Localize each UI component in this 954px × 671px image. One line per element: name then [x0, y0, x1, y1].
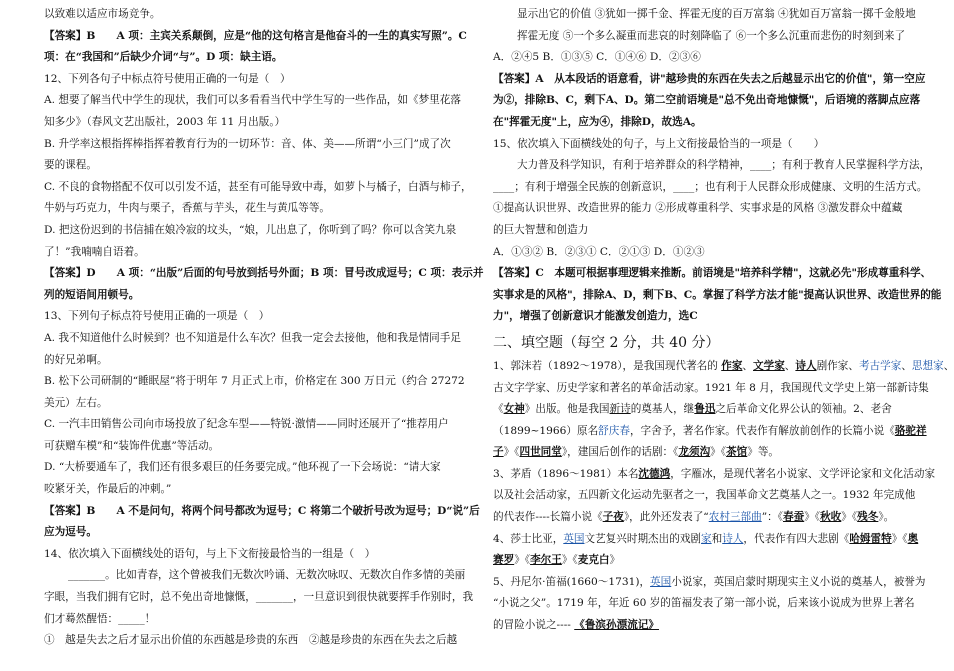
text-run: 在"挥霍无度"上，应为④，排除D，故选A。: [493, 115, 702, 128]
text-run: 【答案】C 本题可根据事理逻辑来推断。前语境是"培养科学精"，这就必先"形成尊重科学、: [493, 267, 932, 280]
text-run: 实事求是的风格"，排除A、D，剩下B、C。掌握了科学方法才能"提高认识世界、改造世界的能: [493, 288, 942, 301]
text-line: [44, 263, 484, 285]
text-run: 思想家: [911, 359, 944, 372]
text-run: 赛罗: [493, 554, 515, 567]
text-run: 新诗: [609, 403, 631, 416]
text-run: 茶馆: [726, 446, 748, 459]
text-line: [493, 198, 927, 220]
text-run: 龙须沟: [678, 446, 711, 459]
text-line: [493, 464, 936, 486]
text-run: 麦克白: [577, 554, 610, 567]
text-run: 沈德鸿: [638, 467, 671, 480]
text-line: [44, 285, 476, 307]
text-run: 的奠基人，继: [630, 403, 695, 416]
text-run: 鲁迅: [694, 403, 716, 416]
text-run: 【答案】A 从本段话的语意看，讲"越珍贵的东西在失去之后越显示出它的价值"，第一空应: [493, 72, 926, 85]
text-line: [493, 615, 927, 637]
text-run: 四世同堂: [519, 446, 562, 459]
right-column: [493, 0, 954, 637]
section-heading: [493, 330, 927, 356]
text-line: [493, 47, 927, 69]
text-run: ，代表作有四大悲剧《: [743, 532, 850, 545]
text-line: [493, 572, 927, 594]
text-run: 二、填空题（每空 2 分，共 40 分）: [493, 334, 720, 351]
text-run: 知多少》（春风文艺出版社，2003 年 11 月出版。）: [44, 115, 286, 128]
text-run: 咬紧牙关，作最后的冲刺。”: [44, 483, 172, 496]
text-run: 之后革命文化界公认的领袖。2、老舍: [715, 403, 892, 416]
text-line: [493, 593, 927, 615]
text-line: [44, 4, 476, 26]
text-line: [44, 393, 476, 415]
text-line: [493, 378, 927, 400]
text-line: [493, 155, 931, 177]
text-run: D. “大桥要通车了，我们还有很多艰巨的任务要完成。”他环视了一下会场说：“请大家: [44, 461, 441, 474]
text-run: 大力普及科学知识，有利于培养群众的科学精神，____；有利于教育人民掌握科学方法，: [517, 159, 931, 172]
text-run: 《鲁滨孙漂流记》: [574, 619, 659, 632]
text-run: 《: [493, 403, 504, 416]
text-run: 的好兄弟啊。: [44, 353, 108, 366]
text-line: [44, 90, 476, 112]
text-run: 【答案】B A 项：主宾关系颠倒，应是“他的这句格言是他奋斗的一生的真实写照”。C: [44, 29, 467, 42]
text-run: 力"，增强了创新意识才能激发创造力，选C: [493, 310, 698, 323]
text-run: A．①③② B．②③① C．②①③ D．①②③: [493, 245, 705, 258]
text-run: 文艺复兴时期杰出的戏剧: [584, 532, 702, 545]
text-line: [493, 356, 954, 378]
text-run: 项：在“我国和”后缺少介词“与”。D 项：缺主语。: [44, 51, 283, 64]
text-line: [44, 220, 476, 242]
text-line: [44, 479, 476, 501]
text-run: 》《: [503, 446, 520, 459]
left-column: [44, 0, 484, 652]
text-run: 14、依次填入下面横线处的语句，与上下文衔接最恰当的一组是（ ）: [44, 547, 376, 560]
text-run: 古文字学家、历史学家和著名的革命活动家。1921 年 8 月，我国现代文学史上第一部新诗集: [493, 381, 929, 394]
text-run: 的巨大智慧和创造力: [493, 223, 589, 236]
text-run: ____；有利于增强全民族的创新意识，____；也有利于人民群众形成健康、文明的生活方式。: [493, 180, 928, 193]
text-line: [44, 544, 476, 566]
text-line: [44, 414, 476, 436]
text-run: _______。比如青春，这个曾被我们无数次吟诵、无数次咏叹、无数次自作多情的美丽: [68, 569, 466, 582]
text-run: 秋收: [820, 511, 842, 524]
text-line: [493, 306, 927, 328]
text-line: [44, 609, 476, 631]
text-line: [44, 112, 476, 134]
text-run: 的冒险小说之----: [493, 619, 575, 632]
text-run: 家: [701, 532, 712, 545]
text-line: [44, 242, 476, 264]
text-run: B. 升学率这根指挥棒指挥着教育行为的一切环节：音、体、美——所谓“小三门”成了次: [44, 137, 451, 150]
text-line: [493, 529, 927, 551]
text-line: [493, 26, 927, 48]
text-run: 12、下列各句子中标点符号使用正确的一句是（ ）: [44, 72, 291, 85]
text-run: C. 不良的食物搭配不仅可以引发不适，甚至有可能导致中毒，如萝卜与橘子，白酒与柿子，: [44, 180, 472, 193]
text-run: 可获赠车模”和“装饰件优惠”等活动。: [44, 439, 220, 452]
text-line: [493, 550, 927, 572]
text-run: 们才蓦然醒悟：_____！: [44, 612, 156, 625]
text-run: 考古学家: [858, 359, 902, 372]
text-line: [44, 155, 476, 177]
text-line: [44, 69, 476, 91]
text-line: [493, 442, 927, 464]
text-line: [44, 457, 476, 479]
text-run: 为②，排除B、C，剩下A、D。第二空前语境是"总不免出奇地慷慨"，后语境的落脚点应落: [493, 94, 921, 107]
text-run: 牛奶与巧克力，牛肉与栗子，香蕉与芋头，花生与黄瓜等等。: [44, 202, 331, 215]
text-line: [493, 177, 927, 199]
text-run: 》《: [841, 511, 858, 524]
text-line: [493, 399, 927, 421]
text-run: 》，建国后创作的话剧：《: [561, 446, 679, 459]
text-line: [44, 26, 476, 48]
text-run: 诗人: [722, 532, 744, 545]
text-line: [44, 328, 476, 350]
text-run: 剧作家、: [816, 359, 859, 372]
text-run: 15、依次填入下面横线处的句子，与上文衔接最恰当的一项是（ ）: [493, 137, 825, 150]
text-run: 春蚕: [783, 511, 805, 524]
text-run: 【答案】B A 不是问句，将两个问号都改为逗号；C 将第二个破折号改为逗号；D“说”后: [44, 504, 480, 517]
text-run: 骆驼祥: [894, 424, 927, 437]
text-run: 13、下列句子标点符号使用正确的一项是（ ）: [44, 310, 270, 323]
text-run: 以及社会活动家，五四新文化运动先驱者之一，我国革命文艺奠基人之一。1932 年完成他: [493, 489, 916, 502]
text-run: 》。: [878, 511, 895, 524]
text-run: “小说之父”。1719 年，年近 60 岁的笛福发表了第一部小说，后来该小说成为世界上著名: [493, 597, 915, 610]
text-run: 》，此外还发表了“: [623, 511, 709, 524]
text-run: 了！”我喃喃自语着。: [44, 245, 145, 258]
text-run: D. 把这份迟到的书信捕在娘冷寂的坟头，“娘，儿出息了，你听到了吗？你可以含笑九泉: [44, 223, 457, 236]
text-run: ”：《: [761, 511, 784, 524]
text-run: 英国: [650, 575, 672, 588]
text-run: 、: [784, 359, 796, 372]
text-run: ，字舍予，著名作家。代表作有解放前创作的长篇小说《: [629, 424, 895, 437]
text-run: 》《: [710, 446, 727, 459]
text-run: 舒庆春: [598, 424, 630, 437]
text-run: 要的课程。: [44, 159, 97, 172]
text-line: [44, 522, 476, 544]
text-line: [44, 587, 476, 609]
text-line: [44, 371, 476, 393]
text-line: [493, 220, 927, 242]
text-line: [44, 306, 476, 328]
text-line: [493, 134, 927, 156]
text-line: [493, 242, 927, 264]
text-run: ① 越是失去之后才显示出价值的东西越是珍贵的东西 ②越是珍贵的东西在失去之后越: [44, 634, 458, 647]
text-run: A. 我不知道他什么时候到？也不知道是什么车次？但我一定会去接他，他和我是情同手足: [44, 331, 461, 344]
text-run: 李尔王: [530, 554, 562, 567]
text-run: 美元）左右。: [44, 396, 108, 409]
text-run: 文学家: [753, 359, 785, 372]
text-run: 子: [493, 446, 504, 459]
text-run: A. 想要了解当代中学生的现状，我们可以多看看当代中学生写的一些作品，如《梦里花落: [44, 94, 461, 107]
text-run: 》《: [561, 554, 578, 567]
text-run: 子夜: [602, 511, 624, 524]
text-run: 、: [943, 359, 954, 372]
text-line: [493, 485, 927, 507]
text-run: ①提高认识世界、改造世界的能力 ②形成尊重科学、实事求是的风格 ③激发群众中蕴藏: [493, 202, 903, 215]
text-run: 》《: [514, 554, 531, 567]
text-run: 奥: [907, 532, 919, 545]
text-line: [493, 90, 927, 112]
text-run: 农村三部曲: [708, 511, 762, 524]
text-line: [493, 69, 927, 91]
text-run: 残冬: [857, 511, 879, 524]
text-run: 作家: [721, 359, 743, 372]
text-run: 挥霍无度 ⑤一个多么凝重而悲哀的时刻降临了 ⑥一个多么沉重而悲伤的时刻到来了: [517, 29, 906, 42]
text-run: 3、茅盾（1896～1981）本名: [493, 467, 639, 480]
text-line: [44, 198, 476, 220]
text-run: 应为逗号。: [44, 526, 97, 539]
text-line: [493, 263, 932, 285]
text-run: 哈姆雷特: [849, 532, 892, 545]
text-line: [44, 630, 476, 652]
text-run: 女神: [503, 403, 525, 416]
text-line: [44, 565, 476, 587]
text-run: 、: [901, 359, 912, 372]
text-line: [493, 421, 927, 443]
text-run: 1、郭沫若（1892～1978），是我国现代著名的: [493, 359, 722, 372]
text-run: 【答案】D A 项：“出版”后面的句号放到括号外面；B 项：冒号改成逗号；C 项：表示并: [44, 267, 484, 280]
text-run: 以致难以适应市场竞争。: [44, 8, 161, 20]
text-line: [493, 507, 927, 529]
text-line: [44, 350, 476, 372]
text-run: 列的短语间用顿号。: [44, 288, 140, 301]
text-line: [44, 501, 480, 523]
text-run: 和: [711, 532, 723, 545]
text-line: [44, 436, 476, 458]
text-line: [44, 47, 476, 69]
text-run: C. 一汽丰田销售公司向市场投放了纪念车型——特锐·激情——同时还展开了“推荐用户: [44, 418, 449, 431]
text-run: 显示出它的价值 ③犹如一掷千金、挥霍无度的百万富翁 ④犹如百万富翁一掷千金般地: [517, 8, 916, 20]
text-run: 5、丹尼尔·笛福(1660～1731)，: [493, 575, 651, 588]
text-line: [493, 4, 927, 26]
text-run: 》《: [804, 511, 821, 524]
text-run: 诗人: [795, 359, 817, 372]
text-run: B. 松下公司研制的“睡眠屋”将于明年 7 月正式上市，价格定在 300 万日元（约合 27272: [44, 375, 465, 388]
text-line: [44, 177, 476, 199]
text-run: 、: [742, 359, 754, 372]
text-line: [44, 134, 476, 156]
text-run: ，字雁冰，是现代著名小说家、文学评论家和文化活动家: [670, 467, 936, 480]
text-run: 》: [609, 554, 621, 567]
text-run: 字眼，当我们拥有它时，总不免出奇地慷慨，_______，一旦意识到很快就要挥手作别时，我: [44, 591, 474, 604]
text-line: [493, 285, 942, 307]
text-run: 》等。: [747, 446, 780, 459]
text-run: A．②④5 B．①③⑤ C．①④⑥ D．②③⑥: [493, 51, 701, 64]
text-line: [493, 112, 927, 134]
text-run: 》出版。他是我国: [524, 403, 610, 416]
text-run: 小说家，英国启蒙时期现实主义小说的奠基人，被誉为: [671, 575, 926, 588]
text-run: 》《: [891, 532, 908, 545]
text-run: 4、莎士比亚，: [493, 532, 564, 545]
text-run: （1899~1966）原名: [493, 424, 599, 437]
text-run: 的代表作----长篇小说《: [493, 511, 603, 524]
text-run: 英国: [563, 532, 585, 545]
